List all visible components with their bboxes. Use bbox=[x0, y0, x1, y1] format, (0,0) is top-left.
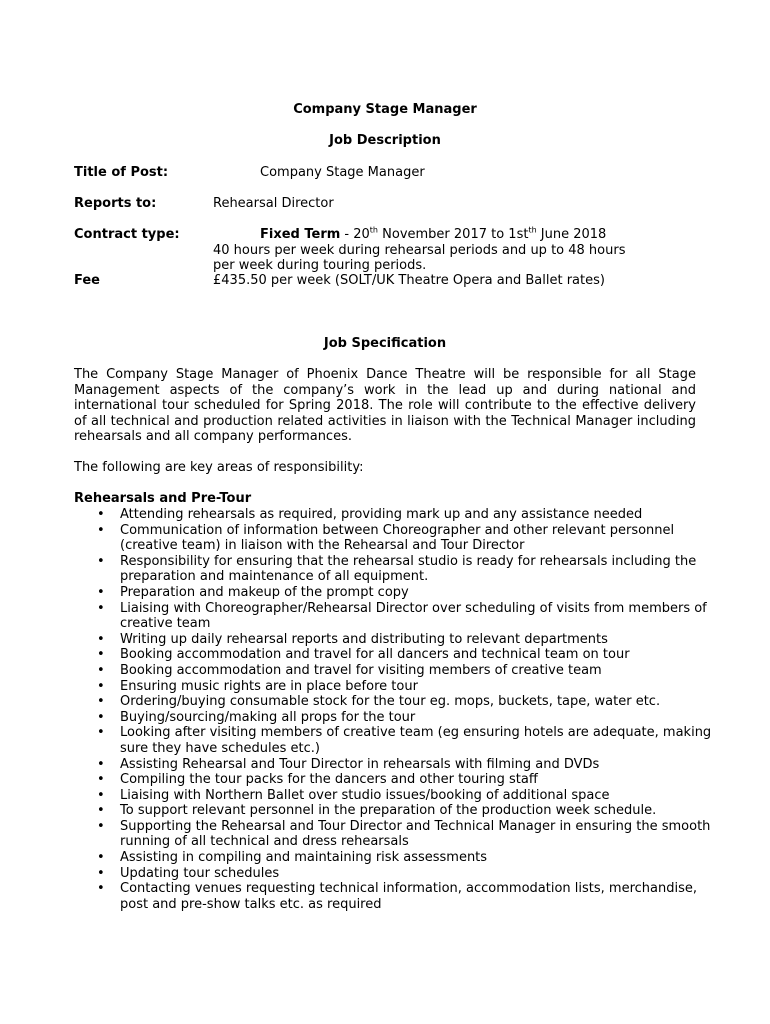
responsibility-text: Compiling the tour packs for the dancers and other touring staff bbox=[120, 772, 538, 788]
contract-type-value bbox=[260, 227, 606, 243]
bullet-marker: • bbox=[97, 507, 105, 522]
contract-type-label: Contract type: bbox=[74, 227, 180, 242]
contract-dash: - 20 bbox=[340, 227, 370, 242]
bullet-marker: • bbox=[97, 803, 105, 819]
bullet-marker: • bbox=[97, 600, 105, 616]
responsibility-text: Responsibility for ensuring that the rehearsal studio is ready for rehearsals including the preparation and maintenance of all equipment. bbox=[120, 553, 697, 585]
responsibility-item bbox=[74, 647, 714, 663]
bullet-marker: • bbox=[97, 725, 105, 741]
responsibility-item bbox=[74, 523, 714, 554]
reports-to-label: Reports to: bbox=[74, 196, 157, 211]
bullet-marker: • bbox=[97, 787, 105, 803]
contract-sup-1: th bbox=[369, 225, 379, 235]
contract-end: June 2018 bbox=[536, 227, 607, 242]
document-subtitle: Job Description bbox=[329, 133, 441, 148]
bullet-marker: • bbox=[97, 553, 105, 569]
bullet-marker: • bbox=[97, 850, 105, 866]
responsibility-text: Supporting the Rehearsal and Tour Director and Technical Manager in ensuring the smooth running of all technical and dress rehearsals bbox=[120, 818, 711, 850]
document-title: Company Stage Manager bbox=[293, 102, 477, 117]
contract-hours-line: 40 hours per week during rehearsal periods and up to 48 hours bbox=[213, 243, 626, 258]
responsibility-item bbox=[74, 507, 714, 523]
key-areas-text: The following are key areas of responsibility: bbox=[74, 460, 364, 475]
responsibility-item bbox=[74, 663, 714, 679]
responsibility-item bbox=[74, 866, 714, 882]
responsibility-item bbox=[74, 757, 714, 773]
responsibility-item bbox=[74, 632, 714, 648]
bullet-marker: • bbox=[97, 662, 105, 678]
responsibility-item bbox=[74, 585, 714, 601]
responsibility-text: Attending rehearsals as required, providing mark up and any assistance needed bbox=[120, 507, 643, 522]
responsibility-item bbox=[74, 788, 714, 804]
responsibility-item bbox=[74, 679, 714, 695]
bullet-marker: • bbox=[97, 881, 105, 897]
responsibility-item bbox=[74, 694, 714, 710]
responsibility-item bbox=[74, 725, 714, 756]
job-specification-intro: The Company Stage Manager of Phoenix Dance Theatre will be responsible for all Stage Management aspects of the company’s work in the lead up and during national and international tour scheduled for Spring 2018. The role will contribute to the effective delivery of all technical and production related activities in liaison with the Technical Manager including rehearsals and all company performances. bbox=[74, 367, 696, 445]
responsibility-text: Looking after visiting members of creative team (eg ensuring hotels are adequate, making sure they have schedules etc.) bbox=[120, 725, 712, 756]
fee-value: £435.50 per week (SOLT/UK Theatre Opera and Ballet rates) bbox=[213, 273, 605, 288]
responsibility-text: Communication of information between Choreographer and other relevant personnel (creative team) in liaison with the Rehearsal and Tour Director bbox=[120, 522, 675, 554]
responsibility-item bbox=[74, 850, 714, 866]
responsibility-text: Ordering/buying consumable stock for the tour eg. mops, buckets, tape, water etc. bbox=[120, 694, 661, 710]
bullet-marker: • bbox=[97, 584, 105, 600]
bullet-marker: • bbox=[97, 631, 105, 647]
responsibility-text: To support relevant personnel in the preparation of the production week schedule. bbox=[120, 803, 657, 819]
bullet-marker: • bbox=[97, 772, 105, 788]
bullet-marker: • bbox=[97, 709, 105, 725]
bullet-marker: • bbox=[97, 522, 105, 538]
responsibility-text: Booking accommodation and travel for all dancers and technical team on tour bbox=[120, 647, 630, 663]
bullet-marker: • bbox=[97, 678, 105, 694]
responsibility-text: Liaising with Northern Ballet over studio issues/booking of additional space bbox=[120, 787, 610, 803]
bullet-marker: • bbox=[97, 865, 105, 881]
title-of-post-value: Company Stage Manager bbox=[260, 165, 425, 180]
responsibility-item bbox=[74, 819, 714, 850]
contract-sup-2: th bbox=[528, 225, 537, 235]
responsibility-text: Writing up daily rehearsal reports and distributing to relevant departments bbox=[120, 631, 608, 647]
responsibility-text: Assisting Rehearsal and Tour Director in rehearsals with filming and DVDs bbox=[120, 756, 600, 772]
responsibility-text: Assisting in compiling and maintaining risk assessments bbox=[120, 850, 488, 866]
responsibility-item bbox=[74, 601, 714, 632]
responsibility-text: Liaising with Choreographer/Rehearsal Director over scheduling of visits from members of creative team bbox=[120, 600, 707, 632]
responsibility-item bbox=[74, 803, 714, 819]
fee-label: Fee bbox=[74, 273, 100, 288]
bullet-marker: • bbox=[97, 694, 105, 710]
bullet-marker: • bbox=[97, 647, 105, 663]
responsibility-text: Preparation and makeup of the prompt copy bbox=[120, 584, 409, 600]
responsibility-text: Buying/sourcing/making all props for the tour bbox=[120, 709, 416, 725]
fixed-term-label: Fixed Term bbox=[260, 227, 341, 242]
responsibility-item bbox=[74, 881, 714, 912]
title-of-post-label: Title of Post: bbox=[74, 165, 169, 180]
bullet-marker: • bbox=[97, 818, 105, 834]
responsibility-list bbox=[74, 507, 714, 912]
responsibility-item bbox=[74, 772, 714, 788]
contract-mid: November 2017 to 1st bbox=[378, 227, 529, 242]
contract-touring-line: per week during touring periods. bbox=[213, 258, 427, 273]
responsibility-item bbox=[74, 554, 714, 585]
responsibility-text: Updating tour schedules bbox=[120, 865, 280, 881]
responsibility-text: Booking accommodation and travel for visiting members of creative team bbox=[120, 662, 602, 678]
responsibility-item bbox=[74, 710, 714, 726]
reports-to-value: Rehearsal Director bbox=[213, 196, 334, 211]
job-specification-heading: Job Specification bbox=[323, 336, 447, 351]
bullet-marker: • bbox=[97, 756, 105, 772]
responsibility-text: Contacting venues requesting technical information, accommodation lists, merchandise, post and pre-show talks etc. as required bbox=[120, 881, 697, 912]
rehearsals-section-title: Rehearsals and Pre-Tour bbox=[74, 491, 252, 506]
responsibility-text: Ensuring music rights are in place before tour bbox=[120, 678, 418, 694]
